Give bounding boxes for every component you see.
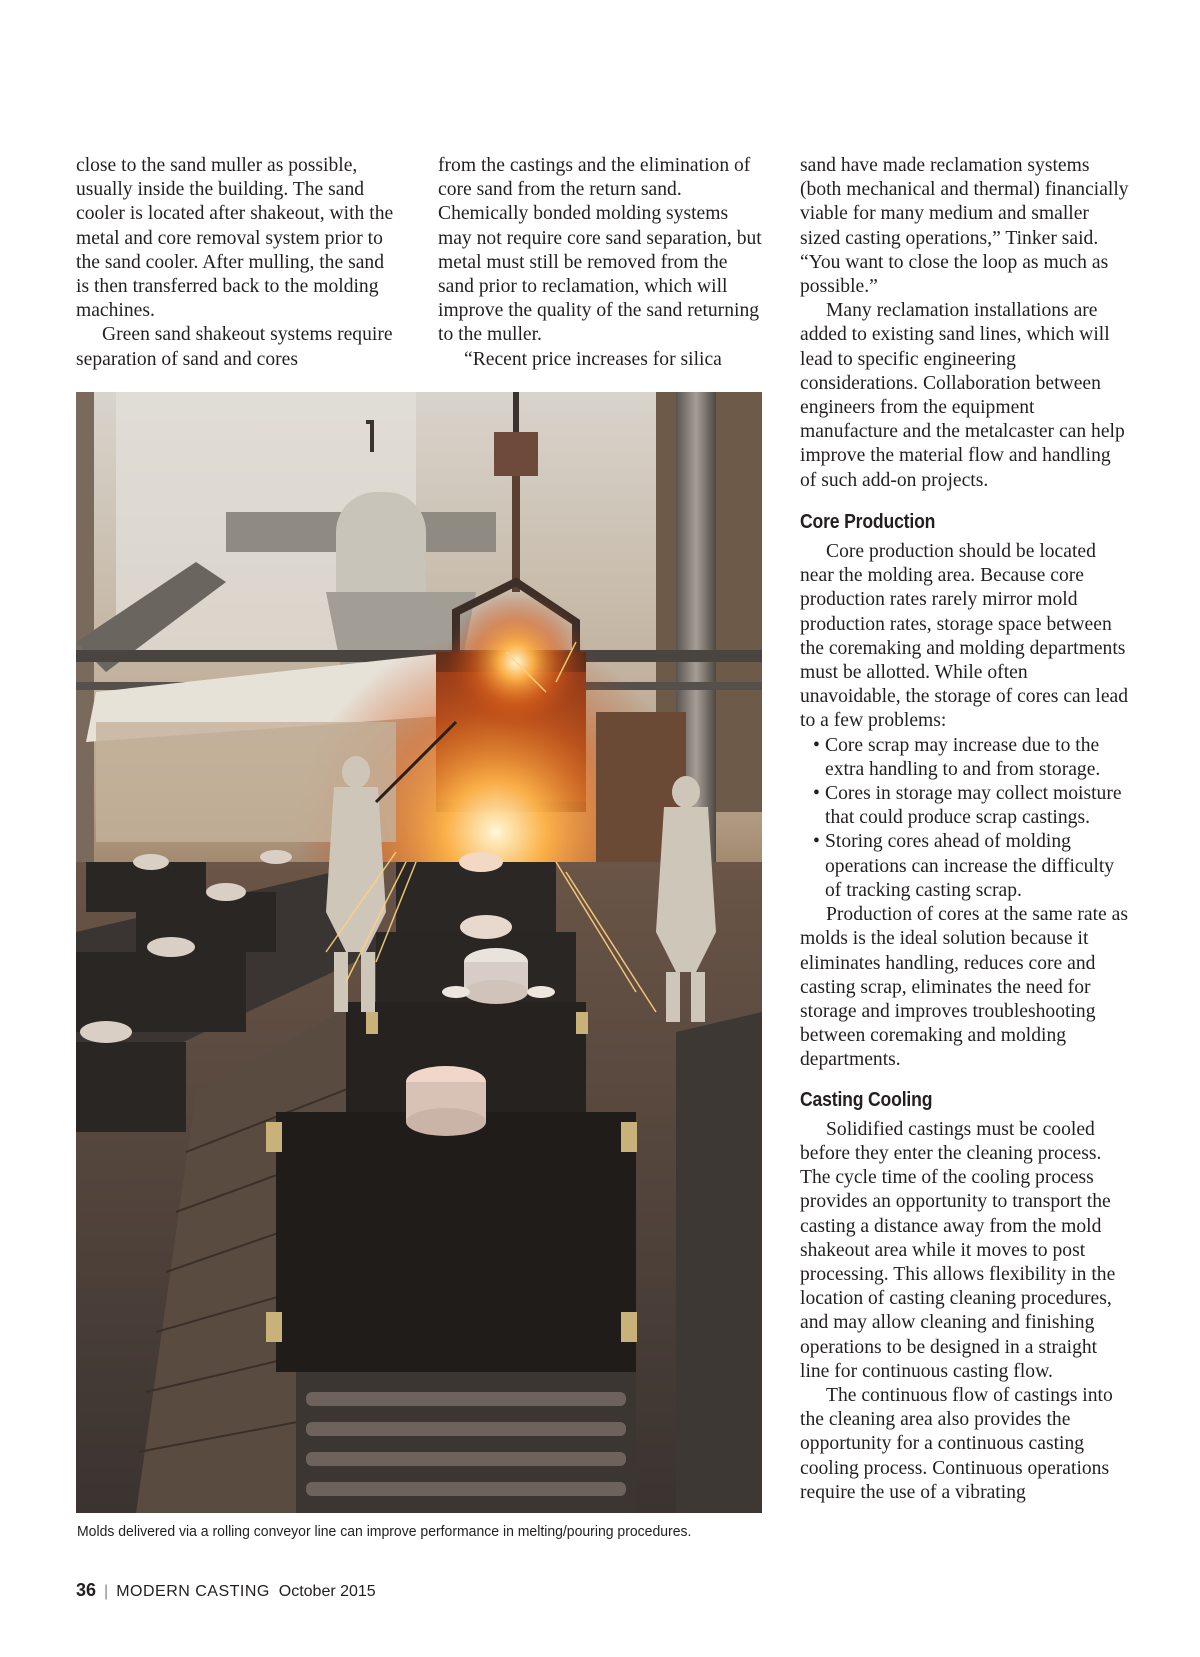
paragraph: The continuous flow of castings into the cleaning area also provides the opportunity for a continuous casting cooling process. Continuous operations require the use of a vibrating [800,1384,1113,1503]
list-item [800,734,1130,782]
section-heading-core-production: Core Production [800,510,936,533]
section-heading-casting-cooling: Casting Cooling [800,1088,933,1111]
bullet-icon: • [813,783,820,805]
list-item-text: Storing cores ahead of molding operations can increase the difficulty of tracking casting scrap. [825,831,1115,901]
photo-caption: Molds delivered via a rolling conveyor line can improve performance in melting/pouring procedures. [77,1524,692,1540]
text-column-3 [800,154,1130,1505]
list-item [800,782,1130,830]
paragraph: Green sand shakeout systems require separation of sand and cores [76,324,393,370]
list-item [800,830,1130,903]
paragraph: Production of cores at the same rate as molds is the ideal solution because it eliminates handling, reduces core and casting scrap, eliminates the need for storage and improves troubleshooting between coremaking and molding departments. [800,904,1128,1071]
list-item-text: Core scrap may increase due to the extra handling to and from storage. [825,734,1101,780]
page-footer [76,1580,376,1601]
footer-separator: | [104,1583,109,1600]
bullet-icon: • [813,734,820,756]
issue-date: October 2015 [278,1583,376,1600]
list-item-text: Cores in storage may collect moisture that could produce scrap castings. [825,783,1122,829]
page-number: 36 [76,1580,97,1600]
bullet-icon: • [813,831,820,853]
magazine-name: MODERN CASTING [116,1583,270,1600]
paragraph: Core production should be located near the molding area. Because core production rates rarely mirror mold production rates, storage space between the coremaking and molding departments must be allotted. While often unavoidable, the storage of cores can lead to a few problems: [800,541,1129,732]
paragraph: from the castings and the elimination of core sand from the return sand. Chemically bonded molding systems may not require core sand separation, but metal must still be removed from the sand prior to reclamation, which will improve the quality of the sand returning to the muller. [438,155,762,346]
bullet-list [800,734,1130,903]
text-column-1 [76,154,400,372]
foundry-photo [76,392,762,1513]
paragraph: “Recent price increases for silica [464,348,722,370]
paragraph: close to the sand muller as possible, usually inside the building. The sand cooler is located after shakeout, with the metal and core removal system prior to the sand cooler. After mulling, the sand is then transferred back to the molding machines. [76,155,394,322]
paragraph: sand have made reclamation systems (both mechanical and thermal) financially viable for many medium and smaller sized casting operations,” Tinker said. “You want to close the loop as much as possible.” [800,155,1129,298]
paragraph: Many reclamation installations are added to existing sand lines, which will lead to specific engineering considerations. Collaboration between engineers from the equipment manufacture and the metalcaster can help improve the material flow and handling of such add-on projects. [800,300,1125,491]
text-column-2 [438,154,762,372]
paragraph: Solidified castings must be cooled before they enter the cleaning process. The cycle time of the cooling process provides an opportunity to transport the casting a distance away from the mold shakeout area while it moves to post processing. This allows flexibility in the location of casting cleaning procedures, and may allow cleaning and finishing operations to be designed in a straight line for continuous casting flow. [800,1118,1116,1382]
